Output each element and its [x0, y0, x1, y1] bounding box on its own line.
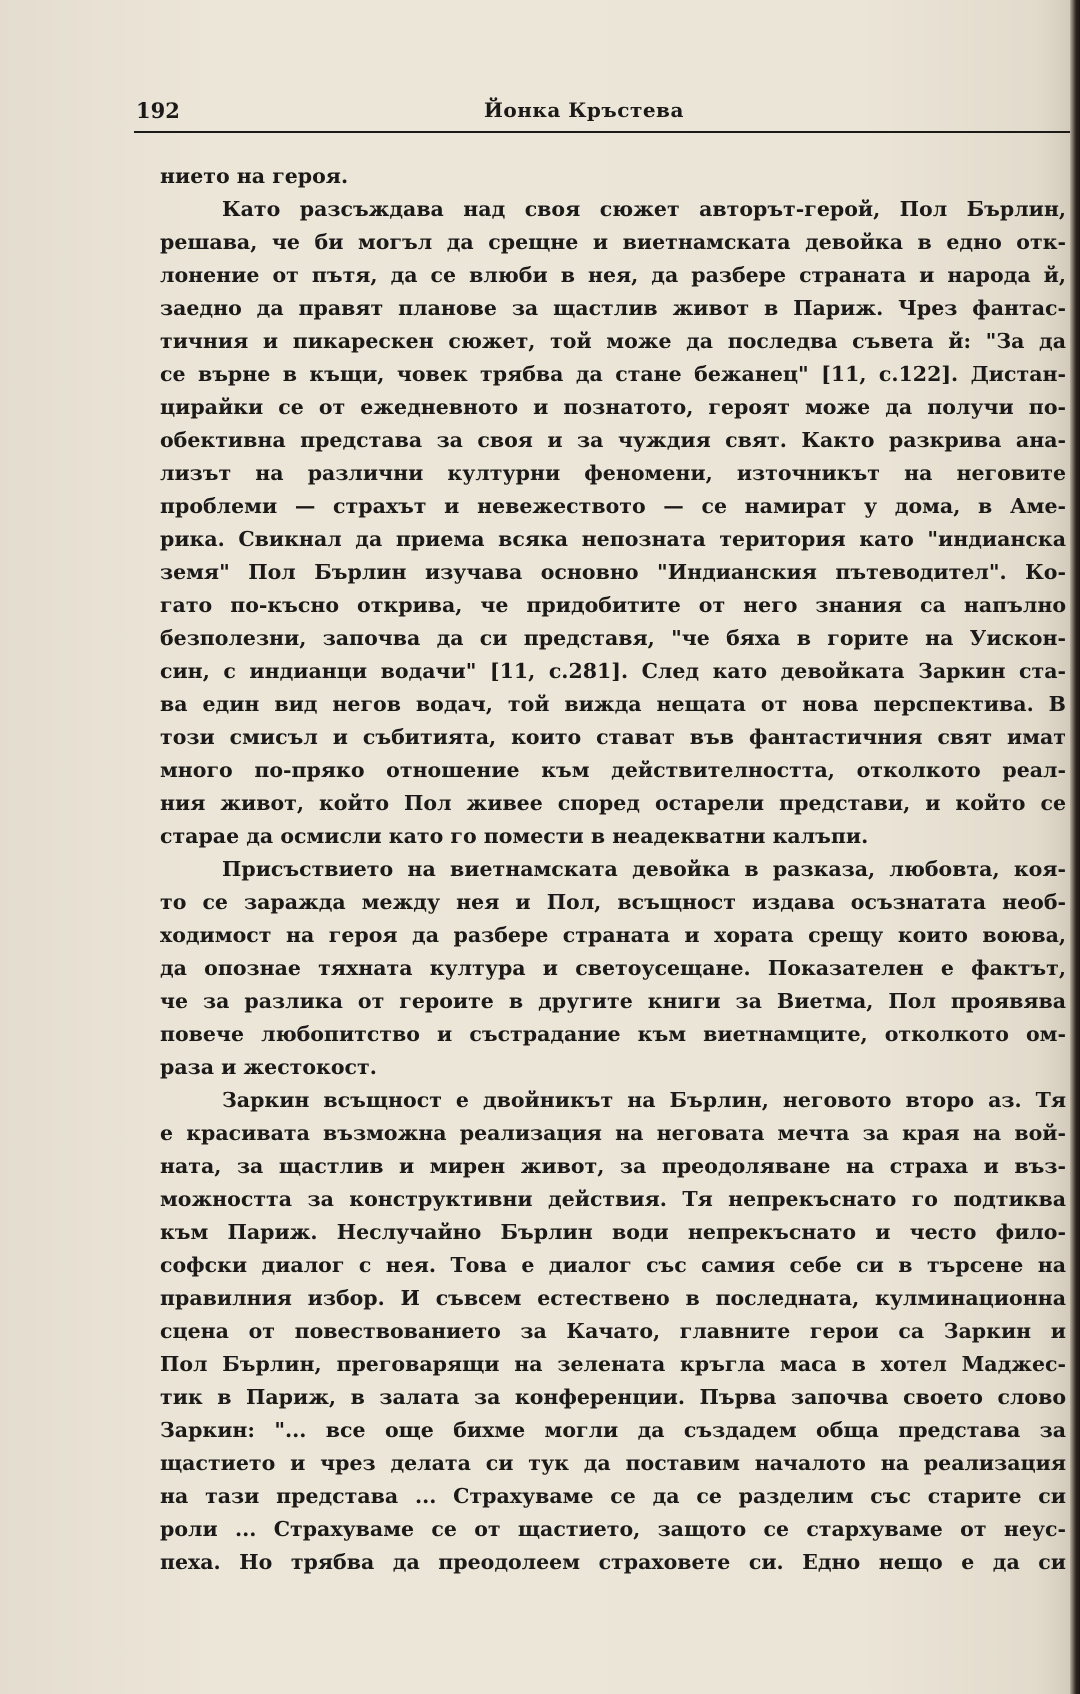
text-line: ната, за щастлив и мирен живот, за преодоляване на страха и въз- — [160, 1154, 1066, 1178]
text-line: ходимост на героя да разбере страната и хората срещу които воюва, — [160, 923, 1066, 947]
text-line: на тази представа ... Страхуваме се да се разделим със старите си — [160, 1484, 1066, 1508]
text-line: Присъствието на виетнамската девойка в разказа, любовта, коя- — [222, 857, 1066, 881]
text-line: софски диалог с нея. Това е диалог със самия себе си в търсене на — [160, 1253, 1066, 1277]
text-line: решава, че би могъл да срещне и виетнамската девойка в едно отк- — [160, 230, 1066, 254]
text-line: правилния избор. И съвсем естествено в последната, кулминационна — [160, 1286, 1066, 1310]
body-text — [160, 160, 1066, 1579]
text-line: да опознае тяхната култура и светоусещане. Показателен е фактът, — [160, 956, 1066, 980]
text-line: земя" Пол Бърлин изучава основно "Индианския пътеводител". Ко- — [160, 560, 1066, 584]
text-line: ния живот, който Пол живее според остарели представи, и който се — [160, 791, 1066, 815]
text-line: че за разлика от героите в другите книги за Виетма, Пол проявява — [160, 989, 1066, 1013]
page-edge-shadow — [1070, 0, 1080, 1694]
text-line: син, с индианци водачи" [11, с.281]. След като девойката Заркин ста- — [160, 659, 1066, 683]
text-line: проблеми — страхът и невежеството — се намират у дома, в Аме- — [160, 494, 1066, 518]
text-line: тичния и пикарескен сюжет, той може да последва съвета й: "За да — [160, 329, 1066, 353]
text-line: пеха. Но трябва да преодолеем страховете си. Едно нещо е да си — [160, 1550, 1066, 1574]
text-line: Заркин всъщност е двойникът на Бърлин, неговото второ аз. Тя — [222, 1088, 1066, 1112]
text-line: заедно да правят планове за щастлив живот в Париж. Чрез фантас- — [160, 296, 1066, 320]
text-line: щастието и чрез делата си тук да поставим началото на реализация — [160, 1451, 1066, 1475]
text-line: ва един вид негов водач, той вижда нещата от нова перспектива. В — [160, 692, 1066, 716]
text-line: лонение от пътя, да се влюби в нея, да разбере страната и народа й, — [160, 263, 1066, 287]
page-number: 192 — [136, 98, 180, 123]
text-line: цирайки се от ежедневното и познатото, героят може да получи по- — [160, 395, 1066, 419]
text-line: роли ... Страхуваме се от щастието, защото се стархуваме от неус- — [160, 1517, 1066, 1541]
text-line: безполезни, започва да си представя, "че бяха в горите на Уискон- — [160, 626, 1066, 650]
text-line: повече любопитство и състрадание към виетнамците, отколкото ом- — [160, 1022, 1066, 1046]
text-line: раза и жестокост. — [160, 1055, 377, 1079]
text-line: сцена от повествованието за Качато, главните герои са Заркин и — [160, 1319, 1066, 1343]
text-line: много по-пряко отношение към действителността, отколкото реал- — [160, 758, 1066, 782]
text-line: Заркин: "... все още бихме могли да създадем обща представа за — [160, 1418, 1066, 1442]
text-line: обективна представа за своя и за чуждия свят. Както разкрива ана- — [160, 428, 1066, 452]
text-line: нието на героя. — [160, 164, 349, 188]
text-line: Като разсъждава над своя сюжет авторът-герой, Пол Бърлин, — [222, 197, 1066, 221]
header-rule — [134, 131, 1078, 133]
text-line: Пол Бърлин, преговарящи на зелената кръгла маса в хотел Маджес- — [160, 1352, 1066, 1376]
text-line: лизът на различни културни феномени, източникът на неговите — [160, 461, 1066, 485]
text-line: старае да осмисли като го помести в неадекватни калъпи. — [160, 824, 869, 848]
text-line: се върне в къщи, човек трябва да стане бежанец" [11, с.122]. Дистан- — [160, 362, 1066, 386]
text-line: рика. Свикнал да приема всяка непозната територия като "индианска — [160, 527, 1066, 551]
text-line: тик в Париж, в залата за конференции. Първа започва своето слово — [160, 1385, 1066, 1409]
text-line: то се заражда между нея и Пол, всъщност издава осъзнатата необ- — [160, 890, 1066, 914]
running-title: Йонка Кръстева — [484, 98, 684, 122]
text-line: гато по-късно открива, че придобитите от него знания са напълно — [160, 593, 1066, 617]
text-line: можността за конструктивни действия. Тя непрекъснато го подтиква — [160, 1187, 1066, 1211]
text-line: е красивата възможна реализация на неговата мечта за края на вой- — [160, 1121, 1066, 1145]
page-header — [134, 96, 1078, 132]
text-line: към Париж. Неслучайно Бърлин води непрекъснато и често фило- — [160, 1220, 1066, 1244]
text-line: този смисъл и събитията, които стават във фантастичния свят имат — [160, 725, 1066, 749]
